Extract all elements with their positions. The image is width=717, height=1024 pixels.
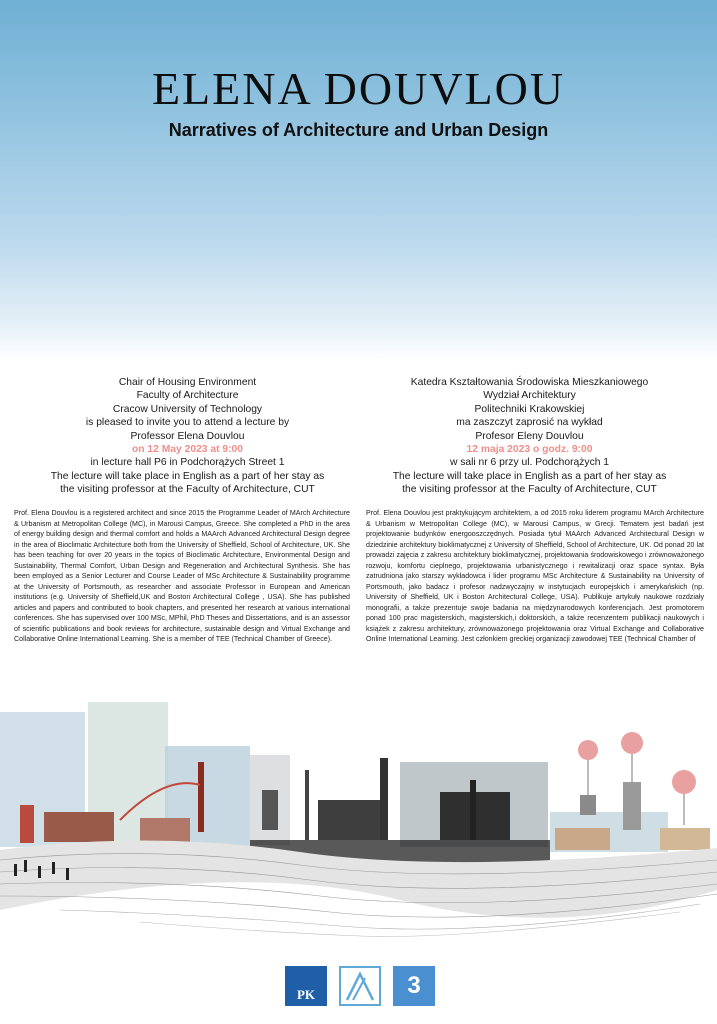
invite-pl-date: 12 maja 2023 o godz. 9:00 [466, 444, 593, 456]
invite-en-line4: is pleased to invite you to attend a lecture by [85, 417, 290, 429]
invitation-english [20, 376, 355, 497]
faculty-logo-icon [341, 968, 379, 1004]
invite-en-line6: in lecture hall P6 in Podchorążych Street 1 [90, 457, 285, 469]
chair-logo-text: 3 [407, 972, 421, 999]
invite-en-line7: The lecture will take place in English as a part of her stay as [50, 470, 325, 482]
invite-en-line1: Chair of Housing Environment [118, 377, 257, 388]
invite-pl-line2: Wydział Architektury [483, 390, 576, 402]
lecture-subtitle: Narratives of Architecture and Urban Design [168, 120, 549, 140]
invite-pl-line3: Politechniki Krakowskiej [474, 403, 585, 415]
invite-pl-line6: w sali nr 6 przy ul. Podchorążych 1 [449, 457, 610, 469]
invite-pl-line7: The lecture will take place in English as a part of her stay as [392, 470, 667, 482]
architecture-collage-illustration [0, 700, 717, 960]
invite-en-line5: Professor Elena Douvlou [130, 430, 245, 442]
invite-pl-line4: ma zaszczyt zaprosić na wykład [456, 417, 603, 429]
invite-en-line8: the visiting professor at the Faculty of Architecture, CUT [60, 484, 315, 496]
invite-en-date: on 12 May 2023 at 9:00 [131, 444, 244, 456]
pk-university-logo [285, 966, 327, 1006]
biography-english: Prof. Elena Douvlou is a registered architect and since 2015 the Programme Leader of MArch Architecture & Urbanism at Metropolitan College (MC), in Marousi Campus, Greece. She completed a PhD in the area of energy building design and thermal comfort and holds a MAArch Advanced Architectural Design degree in the area of Bioclimatic Architecture both from the University of Sheffield, School of Architecture, UK. She has been teaching for over 20 years in the topics of Bioclimatic Architecture, Environmental Design and Sustainability, Thermal Comfort, Urban Design and Regeneration and Architectural Synthesis. She has been employed as a Senior Lecturer and Course Leader of MSc Architecture & Sustainability programme at the University of Portsmouth, as researcher and associate Professor in European and American institutions (e.g. University of Sheffield,UK and Boston Architectural College , USA). She has published articles and papers and contributed to book chapters, and presented her research at various international conferences. She has supervised over 100 MSc, MPhil, PhD Theses and Dissertations, and is an assessor of scientific publications and book reviews for architecture, sustainable design and Virtual Exchange and Collaborative Online International Learning. She is a member of TEE (Technical Chamber of Greece). [14, 509, 350, 643]
invite-pl-line1: Katedra Kształtowania Środowiska Mieszkaniowego [410, 377, 649, 388]
invite-pl-line5: Profesor Eleny Douvlou [475, 430, 584, 442]
invite-pl-line8: the visiting professor at the Faculty of Architecture, CUT [402, 484, 657, 496]
faculty-architecture-logo [339, 966, 381, 1006]
pk-logo-text: PK [296, 987, 316, 1002]
chair-housing-logo [393, 966, 435, 1006]
invite-en-line3: Cracow University of Technology [112, 403, 263, 415]
invite-en-line2: Faculty of Architecture [136, 390, 239, 402]
invitation-polish [362, 376, 697, 497]
institution-logos [285, 966, 435, 1010]
biography-polish: Prof. Elena Douvlou jest praktykującym architektem, a od 2015 roku liderem programu MArch Architecture & Urbanism w Metropolitan College (MC), w Marousi Campus, w Grecji. Tematem jest badań jest projektowanie budynków energooszczędnych. Posiada tytuł MAArch Advanced Architectural Design w dziedzinie architektury bioklimatycznej z University of Sheffield, School of Architecture, UK. Od ponad 20 lat prowadzi zajęcia z zakresu architektury bioklimatycznej, projektowania środowiskowego i zrównoważonego rozwoju, komfortu cieplnego, projektowania urbanistycznego i rewitalizacji oraz space syntax. Była zatrudniona jako starszy wykładowca i lider programu MSc Architecture & Sustainability na University of Portsmouth, jako badacz i profesor nadzwyczajny w instytucjach europejskich i amerykańskich (np. University of Sheffield, UK i Boston Architectural College, USA). Publikuje artykuły naukowe rozdziały monografii, a także prezentuje swoje badania na międzynarodowych konferencjach. Jest promotorem ponad 100 prac magisterskich, magisterskich,i doktorskich, a także recenzentem publikacji naukowych i książek z zakresu architektury, zrównoważonego projektowania oraz Virtual Exchange and Collaborative Online International Learning. Jest członkiem greckiej organizacji zawodowej TEE (Technical Chamber of [366, 509, 704, 643]
speaker-name-title: ELENA DOUVLOU [151, 63, 566, 114]
